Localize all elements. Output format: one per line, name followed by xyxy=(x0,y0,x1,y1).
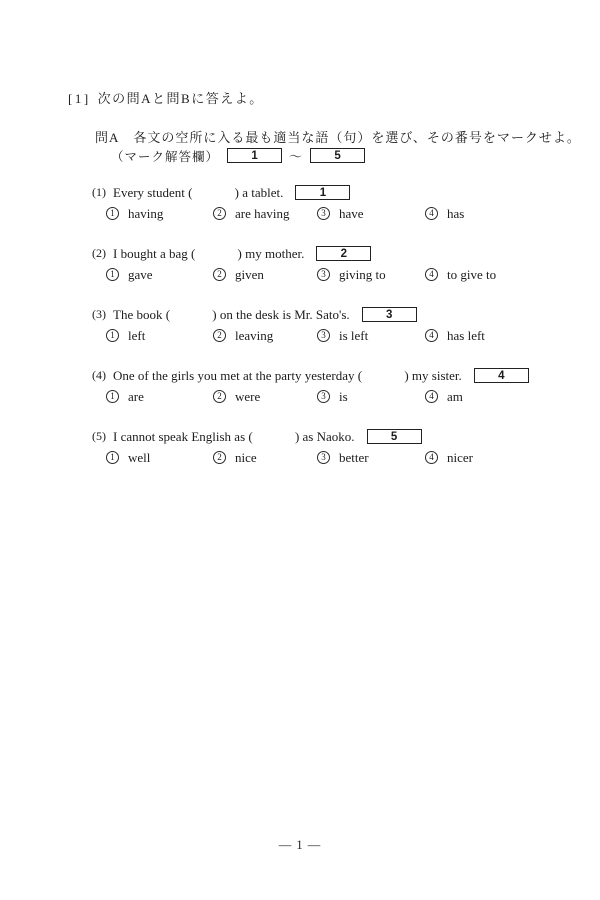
circled-number-icon: 3 xyxy=(317,451,330,464)
options-row xyxy=(106,205,582,222)
option-4 xyxy=(425,327,582,344)
option-1 xyxy=(106,266,213,283)
option-text: is left xyxy=(339,327,369,343)
option-3 xyxy=(317,205,425,222)
mark-range-start-box: 1 xyxy=(227,148,282,163)
option-text: left xyxy=(128,327,146,343)
question-number: (4) xyxy=(92,368,106,382)
question-1 xyxy=(92,184,582,222)
question-4 xyxy=(92,367,582,405)
question-list xyxy=(92,184,582,489)
option-text: has xyxy=(447,205,465,221)
option-4 xyxy=(425,266,582,283)
circled-number-icon: 3 xyxy=(317,207,330,220)
option-4 xyxy=(425,388,582,405)
option-text: better xyxy=(339,449,369,465)
circled-number-icon: 4 xyxy=(425,329,438,342)
circled-number-icon: 2 xyxy=(213,268,226,281)
section-instruction: 次の問Aと問Bに答えよ。 xyxy=(97,91,264,106)
question-stem: I bought a bag ( ) my mother. xyxy=(113,245,305,261)
circled-number-icon: 3 xyxy=(317,268,330,281)
question-2 xyxy=(92,245,582,283)
question-stem-row xyxy=(92,367,582,384)
options-row xyxy=(106,388,582,405)
option-text: were xyxy=(235,388,261,404)
question-stem: One of the girls you met at the party yesterday ( ) my sister. xyxy=(113,367,462,383)
mark-answer-note xyxy=(111,146,365,165)
answer-number-box: 4 xyxy=(474,368,529,383)
option-text: is xyxy=(339,388,348,404)
circled-number-icon: 1 xyxy=(106,390,119,403)
question-stem: I cannot speak English as ( ) as Naoko. xyxy=(113,428,355,444)
question-number: (1) xyxy=(92,185,106,199)
option-text: nice xyxy=(235,449,257,465)
option-2 xyxy=(213,205,317,222)
circled-number-icon: 3 xyxy=(317,390,330,403)
option-1 xyxy=(106,388,213,405)
option-text: gave xyxy=(128,266,153,282)
option-1 xyxy=(106,449,213,466)
option-3 xyxy=(317,266,425,283)
question-number: (3) xyxy=(92,307,106,321)
question-3 xyxy=(92,306,582,344)
option-text: given xyxy=(235,266,264,282)
question-stem-row xyxy=(92,184,582,201)
option-text: giving to xyxy=(339,266,386,282)
options-row xyxy=(106,327,582,344)
option-text: to give to xyxy=(447,266,497,282)
mark-range-end-box: 5 xyxy=(310,148,365,163)
tilde-separator: ～ xyxy=(289,149,304,164)
section-label: [1] xyxy=(68,91,91,106)
option-text: are having xyxy=(235,205,290,221)
option-1 xyxy=(106,205,213,222)
question-stem-row xyxy=(92,428,582,445)
circled-number-icon: 2 xyxy=(213,451,226,464)
circled-number-icon: 1 xyxy=(106,329,119,342)
answer-number-box: 3 xyxy=(362,307,417,322)
option-2 xyxy=(213,266,317,283)
option-text: leaving xyxy=(235,327,274,343)
option-text: well xyxy=(128,449,151,465)
circled-number-icon: 2 xyxy=(213,207,226,220)
option-4 xyxy=(425,205,582,222)
page-number: — 1 — xyxy=(278,838,322,852)
mark-note-label: （マーク解答欄） xyxy=(111,149,220,164)
part-heading xyxy=(95,127,581,146)
options-row xyxy=(106,449,582,466)
question-stem-row xyxy=(92,245,582,262)
option-text: are xyxy=(128,388,144,404)
option-1 xyxy=(106,327,213,344)
circled-number-icon: 1 xyxy=(106,451,119,464)
question-number: (5) xyxy=(92,429,106,443)
circled-number-icon: 2 xyxy=(213,329,226,342)
circled-number-icon: 4 xyxy=(425,390,438,403)
circled-number-icon: 1 xyxy=(106,207,119,220)
question-stem-row xyxy=(92,306,582,323)
option-3 xyxy=(317,388,425,405)
option-text: have xyxy=(339,205,364,221)
question-5 xyxy=(92,428,582,466)
circled-number-icon: 3 xyxy=(317,329,330,342)
option-2 xyxy=(213,449,317,466)
question-stem: Every student ( ) a tablet. xyxy=(113,184,284,200)
answer-number-box: 5 xyxy=(367,429,422,444)
part-instruction: 各文の空所に入る最も適当な語（句）を選び、その番号をマークせよ。 xyxy=(133,130,581,145)
section-heading xyxy=(68,88,264,107)
option-4 xyxy=(425,449,582,466)
options-row xyxy=(106,266,582,283)
circled-number-icon: 4 xyxy=(425,268,438,281)
question-number: (2) xyxy=(92,246,106,260)
option-text: having xyxy=(128,205,164,221)
circled-number-icon: 4 xyxy=(425,451,438,464)
circled-number-icon: 4 xyxy=(425,207,438,220)
option-text: nicer xyxy=(447,449,473,465)
answer-number-box: 2 xyxy=(316,246,371,261)
answer-number-box: 1 xyxy=(295,185,350,200)
part-label: 問A xyxy=(95,130,120,145)
option-text: has left xyxy=(447,327,485,343)
option-3 xyxy=(317,449,425,466)
option-text: am xyxy=(447,388,463,404)
circled-number-icon: 1 xyxy=(106,268,119,281)
question-stem: The book ( ) on the desk is Mr. Sato's. xyxy=(113,306,350,322)
circled-number-icon: 2 xyxy=(213,390,226,403)
option-3 xyxy=(317,327,425,344)
option-2 xyxy=(213,327,317,344)
option-2 xyxy=(213,388,317,405)
